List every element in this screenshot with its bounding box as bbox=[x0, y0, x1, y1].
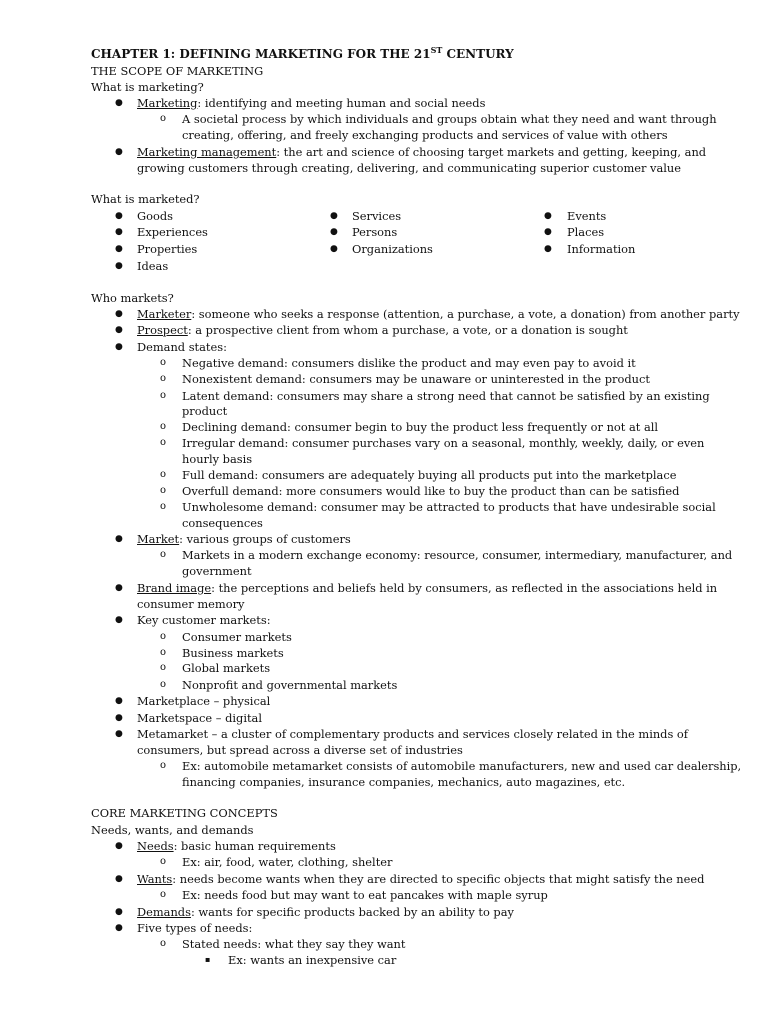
list-item: Nonprofit and governmental markets bbox=[182, 678, 398, 692]
bullet-icon: ● bbox=[115, 841, 123, 851]
circle-bullet-icon: o bbox=[160, 373, 167, 384]
list-item: Persons bbox=[352, 225, 398, 239]
list-item: Markets in a modern exchange economy: resource, consumer, intermediary, manufacturer, and bbox=[182, 548, 733, 562]
definition-marketer: Marketer: someone who seeks a response (attention, a purchase, a vote, a donation) from another party bbox=[137, 307, 740, 321]
circle-bullet-icon: o bbox=[160, 889, 167, 900]
circle-bullet-icon: o bbox=[160, 469, 167, 480]
list-item: Ex: automobile metamarket consists of automobile manufacturers, new and used car dealership, bbox=[182, 759, 742, 773]
bullet-icon: ● bbox=[115, 261, 123, 271]
question-who-markets: Who markets? bbox=[91, 291, 174, 305]
circle-bullet-icon: o bbox=[160, 549, 167, 560]
list-item: Overfull demand: more consumers would like to buy the product than can be satisfied bbox=[182, 484, 680, 498]
bullet-icon: ● bbox=[115, 227, 123, 237]
text-line: consumer memory bbox=[137, 597, 245, 611]
bullet-icon: ● bbox=[115, 211, 123, 221]
list-item: Organizations bbox=[352, 242, 433, 256]
definition-prospect: Prospect: a prospective client from whom a purchase, a vote, or a donation is sought bbox=[137, 323, 628, 337]
circle-bullet-icon: o bbox=[160, 662, 167, 673]
text-line: creating, offering, and freely exchanging products and services of value with others bbox=[182, 128, 668, 142]
bullet-icon: ● bbox=[544, 244, 552, 254]
bullet-icon: ● bbox=[115, 309, 123, 319]
square-bullet-icon: ▪ bbox=[205, 955, 211, 964]
circle-bullet-icon: o bbox=[160, 485, 167, 496]
bullet-icon: ● bbox=[115, 713, 123, 723]
list-item: Demand states: bbox=[137, 340, 227, 354]
list-item: Ex: needs food but may want to eat pancakes with maple syrup bbox=[182, 888, 548, 902]
list-item: Metamarket – a cluster of complementary products and services closely related in the minds of bbox=[137, 727, 689, 741]
bullet-icon: ● bbox=[115, 534, 123, 544]
list-item: Stated needs: what they say they want bbox=[182, 937, 406, 951]
circle-bullet-icon: o bbox=[160, 113, 167, 124]
list-item: Ex: wants an inexpensive car bbox=[228, 953, 397, 967]
definition-marketing: Marketing: identifying and meeting human and social needs bbox=[137, 96, 486, 110]
text-line: consumers, but spread across a diverse set of industries bbox=[137, 743, 463, 757]
text-line: hourly basis bbox=[182, 452, 253, 466]
list-item: Ideas bbox=[137, 259, 169, 273]
circle-bullet-icon: o bbox=[160, 421, 167, 432]
circle-bullet-icon: o bbox=[160, 856, 167, 867]
circle-bullet-icon: o bbox=[160, 938, 167, 949]
list-item: Unwholesome demand: consumer may be attracted to products that have undesirable social bbox=[182, 500, 716, 514]
section-heading-scope: THE SCOPE OF MARKETING bbox=[91, 64, 264, 78]
circle-bullet-icon: o bbox=[160, 760, 167, 771]
bullet-icon: ● bbox=[330, 227, 338, 237]
list-item: Marketplace – physical bbox=[137, 694, 271, 708]
bullet-icon: ● bbox=[115, 98, 123, 108]
definition-marketing-management: Marketing management: the art and science of choosing target markets and getting, keeping, and bbox=[137, 145, 707, 159]
list-item: Key customer markets: bbox=[137, 613, 271, 627]
bullet-icon: ● bbox=[115, 874, 123, 884]
definition-brand-image: Brand image: the perceptions and beliefs held by consumers, as reflected in the associations held in bbox=[137, 581, 718, 595]
list-item: Full demand: consumers are adequately buying all products put into the marketplace bbox=[182, 468, 677, 482]
list-item: Services bbox=[352, 209, 402, 223]
bullet-icon: ● bbox=[330, 244, 338, 254]
bullet-icon: ● bbox=[115, 907, 123, 917]
circle-bullet-icon: o bbox=[160, 679, 167, 690]
list-item: Latent demand: consumers may share a strong need that cannot be satisfied by an existing bbox=[182, 389, 710, 403]
text-line: product bbox=[182, 404, 228, 418]
list-item: Nonexistent demand: consumers may be unaware or uninterested in the product bbox=[182, 372, 650, 386]
text-line: consequences bbox=[182, 516, 263, 530]
text-line: financing companies, insurance companies, mechanics, auto magazines, etc. bbox=[182, 775, 626, 789]
bullet-icon: ● bbox=[115, 342, 123, 352]
definition-needs: Needs: basic human requirements bbox=[137, 839, 336, 853]
definition-market: Market: various groups of customers bbox=[137, 532, 351, 546]
bullet-icon: ● bbox=[544, 227, 552, 237]
list-item: Negative demand: consumers dislike the product and may even pay to avoid it bbox=[182, 356, 636, 370]
circle-bullet-icon: o bbox=[160, 390, 167, 401]
list-item: Events bbox=[567, 209, 607, 223]
bullet-icon: ● bbox=[115, 583, 123, 593]
list-item: Five types of needs: bbox=[137, 921, 253, 935]
list-item: Business markets bbox=[182, 646, 284, 660]
list-item: Marketspace – digital bbox=[137, 711, 262, 725]
list-item: Irregular demand: consumer purchases vary on a seasonal, monthly, weekly, daily, or even bbox=[182, 436, 705, 450]
bullet-icon: ● bbox=[115, 147, 123, 157]
circle-bullet-icon: o bbox=[160, 647, 167, 658]
question-what-is-marketing: What is marketing? bbox=[91, 80, 204, 94]
list-item: Information bbox=[567, 242, 636, 256]
bullet-icon: ● bbox=[330, 211, 338, 221]
list-item: Consumer markets bbox=[182, 630, 292, 644]
bullet-icon: ● bbox=[544, 211, 552, 221]
circle-bullet-icon: o bbox=[160, 437, 167, 448]
question-what-is-marketed: What is marketed? bbox=[91, 192, 200, 206]
bullet-icon: ● bbox=[115, 729, 123, 739]
text-line: growing customers through creating, delivering, and communicating superior customer value bbox=[137, 161, 681, 175]
text-line: government bbox=[182, 564, 252, 578]
bullet-icon: ● bbox=[115, 696, 123, 706]
subheading: Needs, wants, and demands bbox=[91, 823, 254, 837]
list-item: Experiences bbox=[137, 225, 208, 239]
definition-demands: Demands: wants for specific products backed by an ability to pay bbox=[137, 905, 514, 919]
list-item: Declining demand: consumer begin to buy the product less frequently or not at all bbox=[182, 420, 659, 434]
list-item: Places bbox=[567, 225, 605, 239]
circle-bullet-icon: o bbox=[160, 631, 167, 642]
bullet-icon: ● bbox=[115, 244, 123, 254]
list-item: Global markets bbox=[182, 661, 271, 675]
circle-bullet-icon: o bbox=[160, 357, 167, 368]
list-item: Properties bbox=[137, 242, 198, 256]
circle-bullet-icon: o bbox=[160, 501, 167, 512]
list-item: Ex: air, food, water, clothing, shelter bbox=[182, 855, 393, 869]
bullet-icon: ● bbox=[115, 615, 123, 625]
chapter-title: CHAPTER 1: DEFINING MARKETING FOR THE 21ST CENTURY bbox=[91, 45, 514, 61]
list-item: Goods bbox=[137, 209, 173, 223]
bullet-icon: ● bbox=[115, 325, 123, 335]
definition-wants: Wants: needs become wants when they are directed to specific objects that might satisfy the need bbox=[137, 872, 705, 886]
bullet-icon: ● bbox=[115, 923, 123, 933]
text-line: A societal process by which individuals and groups obtain what they need and want through bbox=[182, 112, 717, 126]
section-heading-core: CORE MARKETING CONCEPTS bbox=[91, 806, 278, 820]
